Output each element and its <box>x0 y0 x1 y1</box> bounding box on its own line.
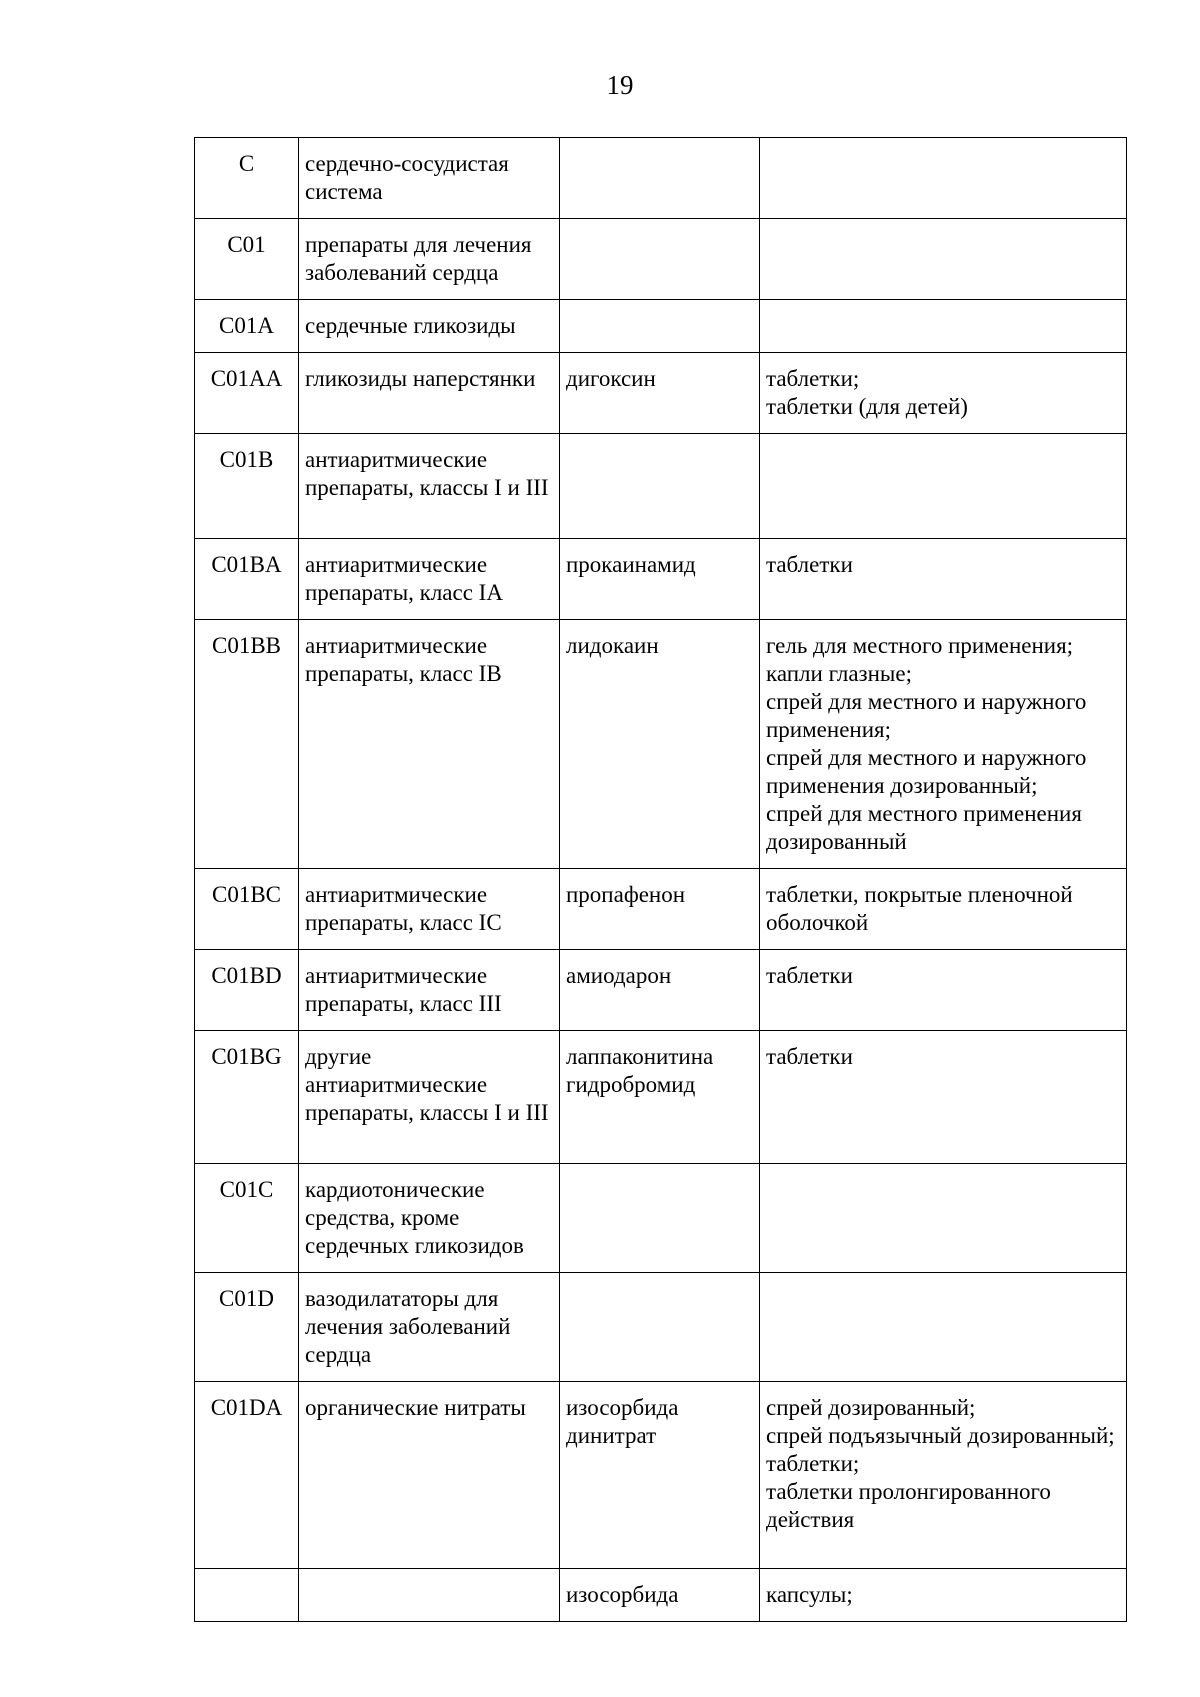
drug-name-cell: изосорбида динитрат <box>560 1382 760 1569</box>
group-name-cell: антиаритмические препараты, класс III <box>299 950 560 1031</box>
drug-name-cell <box>560 219 760 300</box>
table-row <box>195 300 1127 353</box>
group-name-cell: антиаритмические препараты, классы I и III <box>299 434 560 539</box>
drug-name-cell <box>560 434 760 539</box>
atc-code-cell: C01BB <box>195 620 299 869</box>
group-name-cell: антиаритмические препараты, класс IB <box>299 620 560 869</box>
atc-code-cell: C01C <box>195 1164 299 1273</box>
drug-name-cell <box>560 1273 760 1382</box>
drug-classification-table <box>194 137 1127 1622</box>
drug-name-cell: лаппаконитина гидробромид <box>560 1031 760 1164</box>
group-name-cell: другие антиаритмические препараты, классы I и III <box>299 1031 560 1164</box>
dosage-forms-cell: спрей дозированный; спрей подъязычный дозированный; таблетки; таблетки пролонгированного действия <box>760 1382 1127 1569</box>
drug-name-cell <box>560 1164 760 1273</box>
atc-code-cell: C01DA <box>195 1382 299 1569</box>
table-row <box>195 138 1127 219</box>
table-row <box>195 950 1127 1031</box>
dosage-forms-cell <box>760 300 1127 353</box>
drug-name-cell: пропафенон <box>560 869 760 950</box>
drug-name-cell <box>560 300 760 353</box>
atc-code-cell: C <box>195 138 299 219</box>
table-row <box>195 1164 1127 1273</box>
group-name-cell: органические нитраты <box>299 1382 560 1569</box>
drug-name-cell: лидокаин <box>560 620 760 869</box>
atc-code-cell: C01BD <box>195 950 299 1031</box>
table-row <box>195 1569 1127 1622</box>
atc-code-cell: C01BC <box>195 869 299 950</box>
dosage-forms-cell <box>760 138 1127 219</box>
group-name-cell: гликозиды наперстянки <box>299 353 560 434</box>
table-row <box>195 219 1127 300</box>
group-name-cell: сердечно-сосудистая система <box>299 138 560 219</box>
atc-code-cell: C01B <box>195 434 299 539</box>
group-name-cell <box>299 1569 560 1622</box>
dosage-forms-cell: таблетки <box>760 950 1127 1031</box>
dosage-forms-cell: таблетки <box>760 539 1127 620</box>
table-row <box>195 620 1127 869</box>
group-name-cell: антиаритмические препараты, класс IC <box>299 869 560 950</box>
dosage-forms-cell <box>760 434 1127 539</box>
dosage-forms-cell: таблетки, покрытые пленочной оболочкой <box>760 869 1127 950</box>
table-row <box>195 1031 1127 1164</box>
drug-name-cell: прокаинамид <box>560 539 760 620</box>
drug-name-cell: изосорбида <box>560 1569 760 1622</box>
table-row <box>195 434 1127 539</box>
table-row <box>195 353 1127 434</box>
table-row <box>195 1273 1127 1382</box>
group-name-cell: препараты для лечения заболеваний сердца <box>299 219 560 300</box>
group-name-cell: антиаритмические препараты, класс IA <box>299 539 560 620</box>
atc-code-cell: C01BG <box>195 1031 299 1164</box>
dosage-forms-cell: гель для местного применения; капли глазные; спрей для местного и наружного применения; спрей для местного и наружного применения дозированный; спрей для местного применения дозированный <box>760 620 1127 869</box>
dosage-forms-cell <box>760 1273 1127 1382</box>
table-row <box>195 539 1127 620</box>
group-name-cell: вазодилататоры для лечения заболеваний сердца <box>299 1273 560 1382</box>
dosage-forms-cell <box>760 1164 1127 1273</box>
drug-name-cell: амиодарон <box>560 950 760 1031</box>
atc-code-cell: C01 <box>195 219 299 300</box>
dosage-forms-cell <box>760 219 1127 300</box>
group-name-cell: кардиотонические средства, кроме сердечных гликозидов <box>299 1164 560 1273</box>
dosage-forms-cell: капсулы; <box>760 1569 1127 1622</box>
atc-code-cell: C01AA <box>195 353 299 434</box>
atc-code-cell <box>195 1569 299 1622</box>
table-row <box>195 869 1127 950</box>
atc-code-cell: C01A <box>195 300 299 353</box>
group-name-cell: сердечные гликозиды <box>299 300 560 353</box>
drug-name-cell: дигоксин <box>560 353 760 434</box>
atc-code-cell: C01D <box>195 1273 299 1382</box>
table-row <box>195 1382 1127 1569</box>
dosage-forms-cell: таблетки; таблетки (для детей) <box>760 353 1127 434</box>
page-number: 19 <box>606 70 634 100</box>
drug-name-cell <box>560 138 760 219</box>
dosage-forms-cell: таблетки <box>760 1031 1127 1164</box>
atc-code-cell: C01BA <box>195 539 299 620</box>
